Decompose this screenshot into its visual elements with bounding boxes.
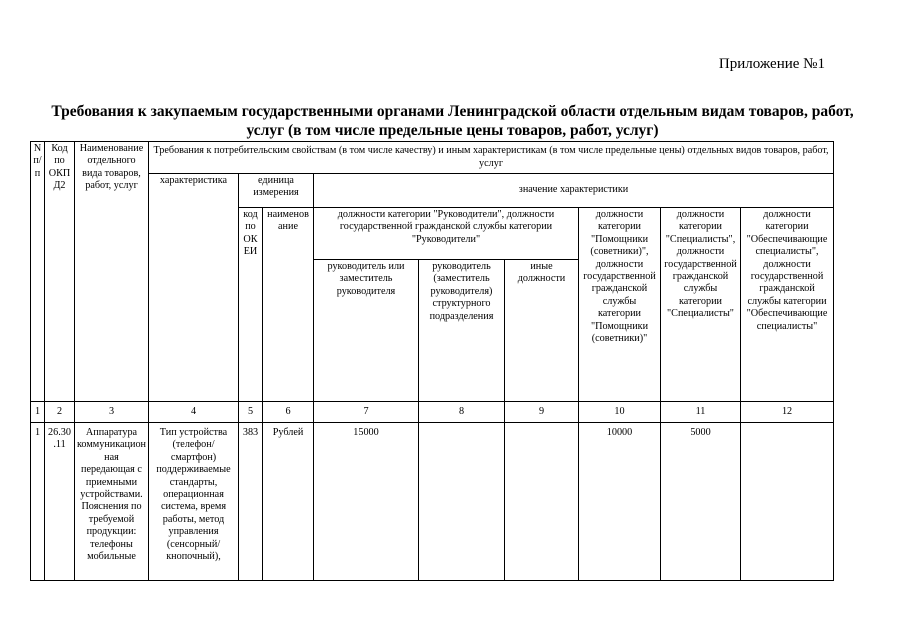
- header-requirements: Требования к потребительским свойствам (в том числе качеству) и иным характеристикам (в том числе предельные цены) отдельных видов товаров, работ, услуг: [149, 142, 834, 174]
- col-number: 11: [661, 402, 741, 423]
- header-unit-code: код по ОКЕИ: [239, 208, 263, 402]
- table-row: [31, 423, 834, 581]
- header-name: Наименование отдельного вида товаров, работ, услуг: [75, 142, 149, 402]
- col-number: 12: [741, 402, 834, 423]
- header-characteristic: характеристика: [149, 174, 239, 402]
- header-other: иные должности: [505, 260, 579, 402]
- col-number: 8: [419, 402, 505, 423]
- header-support: должности категории "Обеспечивающие специалисты", должности государственной гражданской службы категории "Обеспечивающие специалисты": [741, 208, 834, 402]
- title-line-1: Требования к закупаемым государственными органами Ленинградской области отдельным видам товаров, работ,: [51, 103, 854, 120]
- col-number: 1: [31, 402, 45, 423]
- row-num: 1: [31, 423, 45, 581]
- row-value-support: [741, 423, 834, 581]
- header-specialists: должности категории "Специалисты", должности государственной гражданской службы категории "Специалисты": [661, 208, 741, 402]
- column-numbers-row: [31, 402, 834, 423]
- col-number: 3: [75, 402, 149, 423]
- col-number: 7: [314, 402, 419, 423]
- col-number: 9: [505, 402, 579, 423]
- row-value-other: [505, 423, 579, 581]
- header-okpd: Код по ОКПД2: [45, 142, 75, 402]
- header-head-sub: руководитель (заместитель руководителя) структурного подразделения: [419, 260, 505, 402]
- col-number: 5: [239, 402, 263, 423]
- row-okpd: 26.30.11: [45, 423, 75, 581]
- header-unit-name: наименование: [263, 208, 314, 402]
- document-title: [20, 102, 885, 140]
- col-number: 10: [579, 402, 661, 423]
- requirements-table: [30, 141, 834, 581]
- title-line-2: услуг (в том числе предельные цены товаров, работ, услуг): [246, 122, 659, 139]
- appendix-label: Приложение №1: [718, 56, 825, 72]
- header-num: N п/п: [31, 142, 45, 402]
- row-name: Аппаратура коммуникационная передающая с приемными устройствами. Пояснения по требуемой продукции: телефоны мобильные: [75, 423, 149, 581]
- row-value-specialists: 5000: [661, 423, 741, 581]
- header-assistants: должности категории "Помощники (советники)", должности государственной гражданской службы категории "Помощники (советники)": [579, 208, 661, 402]
- row-unit-name: Рублей: [263, 423, 314, 581]
- header-managers-group: должности категории "Руководители", должности государственной гражданской службы категории "Руководители": [314, 208, 579, 260]
- row-value-head-sub: [419, 423, 505, 581]
- row-value-assistants: 10000: [579, 423, 661, 581]
- col-number: 6: [263, 402, 314, 423]
- row-unit-code: 383: [239, 423, 263, 581]
- row-value-head: 15000: [314, 423, 419, 581]
- header-head: руководитель или заместитель руководителя: [314, 260, 419, 402]
- header-unit: единица измерения: [239, 174, 314, 208]
- col-number: 4: [149, 402, 239, 423]
- col-number: 2: [45, 402, 75, 423]
- row-characteristic: Тип устройства (телефон/смартфон) поддерживаемые стандарты, операционная система, время работы, метод управления (сенсорный/кнопочный),: [149, 423, 239, 581]
- header-value: значение характеристики: [314, 174, 834, 208]
